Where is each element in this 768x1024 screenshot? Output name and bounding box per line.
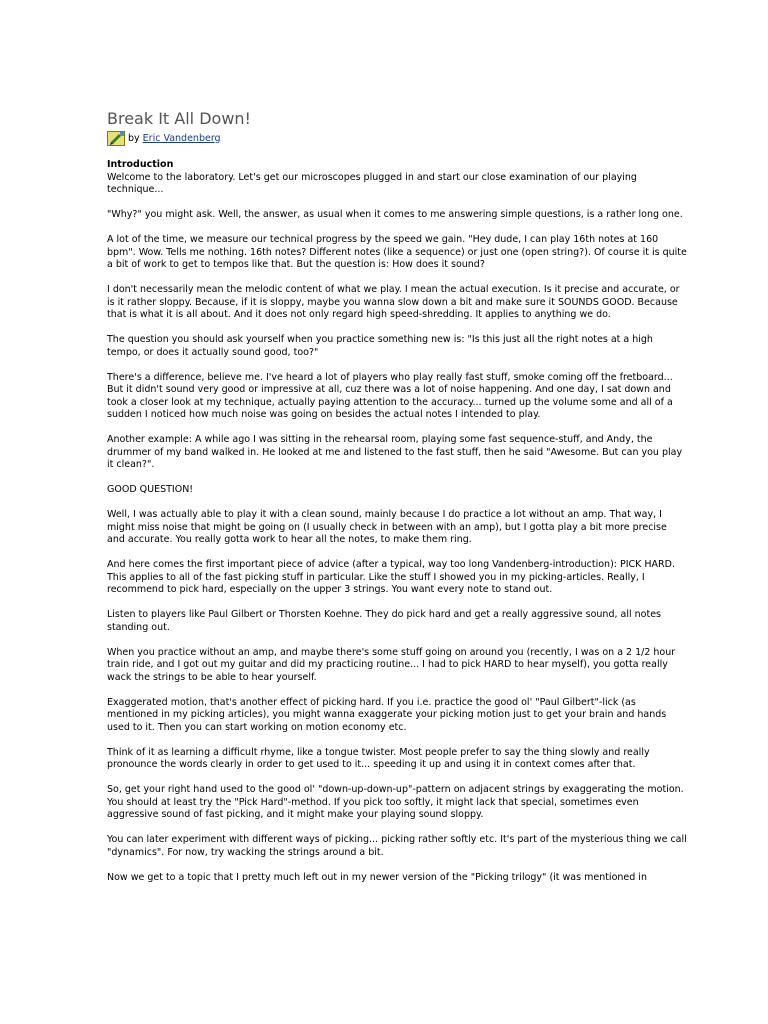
paragraph: When you practice without an amp, and maybe there's some stuff going on around you (recently, I was on a 2 1/2 hour train ride, and I got out my guitar and did my practicing routine... I had to pick HARD to hear myself), you gotta really wack the strings to be able to hear yourself. (107, 646, 676, 683)
paragraph: A lot of the time, we measure our technical progress by the speed we gain. "Hey dude, I can play 16th notes at 160 bpm". Wow. Tells me nothing. 16th notes? Different notes (like a sequence) or just one (open string?). Of course it is quite a bit of work to get to tempos like that. But the question is: How does it sound? (107, 234, 687, 270)
paragraph: The question you should ask yourself when you practice something new is: "Is this just all the right notes at a high tempo, or does it actually sound good, too?" (107, 334, 653, 358)
article-body (107, 172, 687, 885)
byline-prefix: by (128, 132, 140, 144)
author-link[interactable]: Eric Vandenberg (142, 132, 221, 144)
paragraph: GOOD QUESTION! (107, 484, 194, 495)
paragraph: Another example: A while ago I was sitting in the rehearsal room, playing some fast sequence-stuff, and Andy, the drummer of my band walked in. He looked at me and listened to the fast stuff, then he said "Awesome. But can you play it clean?". (107, 434, 683, 470)
author-pencil-icon (107, 131, 126, 146)
paragraph: There's a difference, believe me. I've heard a lot of players who play really fast stuff, smoke coming off the fretboard... But it didn't sound very good or impressive at all, cuz there was a lot of noise happening. And one day, I sat down and took a closer look at my technique, actually paying attention to the accuracy... turned up the volume some and all of a sudden I noticed how much noise was going on besides the actual notes I intended to play. (107, 371, 673, 420)
paragraph: Now we get to a topic that I pretty much left out in my newer version of the "Picking trilogy" (it was mentioned in (107, 871, 647, 883)
paragraph: Exaggerated motion, that's another effect of picking hard. If you i.e. practice the good ol' "Paul Gilbert"-lick (as mentioned in my picking articles), you might wanna exaggerate your picking motion just to get your brain and hands used to it. Then you can start working on motion economy etc. (107, 696, 667, 733)
paragraph: Well, I was actually able to play it with a clean sound, mainly because I do practice a lot without an amp. That way, I might miss noise that might be going on (I usually check in between with an amp), but I gotta play a bit more precise and accurate. You really gotta work to hear all the notes, to make them ring. (107, 509, 667, 545)
paragraph: So, get your right hand used to the good ol' "down-up-down-up"-pattern on adjacent strings by exaggerating the motion. You should at least try the "Pick Hard"-method. If you pick too softly, it might lack that special, sometimes even aggressive sound of fast picking, and it might make your playing sound sloppy. (107, 784, 684, 820)
paragraph: I don't necessarily mean the melodic content of what we play. I mean the actual execution. Is it precise and accurate, or is it rather sloppy. Because, if it is sloppy, maybe you wanna slow down a bit and make sure it SOUNDS GOOD. Because that is what it is all about. And it does not only regard high speed-shredding. It applies to anything we do. (107, 284, 680, 320)
section-heading: Introduction (107, 159, 174, 170)
paragraph: "Why?" you might ask. Well, the answer, as usual when it comes to me answering simple questions, is a rather long one. (107, 209, 683, 220)
article-title: Break It All Down! (107, 109, 251, 128)
paragraph: Think of it as learning a difficult rhyme, like a tongue twister. Most people prefer to say the thing slowly and really pronounce the words clearly in order to get used to it... speeding it up and using it in context comes after that. (107, 746, 650, 770)
article (107, 109, 687, 897)
paragraph: You can later experiment with different ways of picking... picking rather softly etc. It's part of the mysterious thing we call "dynamics". For now, try wacking the strings around a bit. (107, 834, 687, 858)
paragraph: Listen to players like Paul Gilbert or Thorsten Koehne. They do pick hard and get a really aggressive sound, all notes standing out. (107, 609, 661, 633)
byline (107, 131, 687, 146)
paragraph: Welcome to the laboratory. Let's get our microscopes plugged in and start our close examination of our playing technique... (107, 171, 637, 195)
paragraph: And here comes the first important piece of advice (after a typical, way too long Vandenberg-introduction): PICK HARD. This applies to all of the fast picking stuff in particular. Like the stuff I showed you in my picking-articles. Really, I recommend to pick hard, especially on the upper 3 strings. You want every note to stand out. (107, 559, 675, 595)
